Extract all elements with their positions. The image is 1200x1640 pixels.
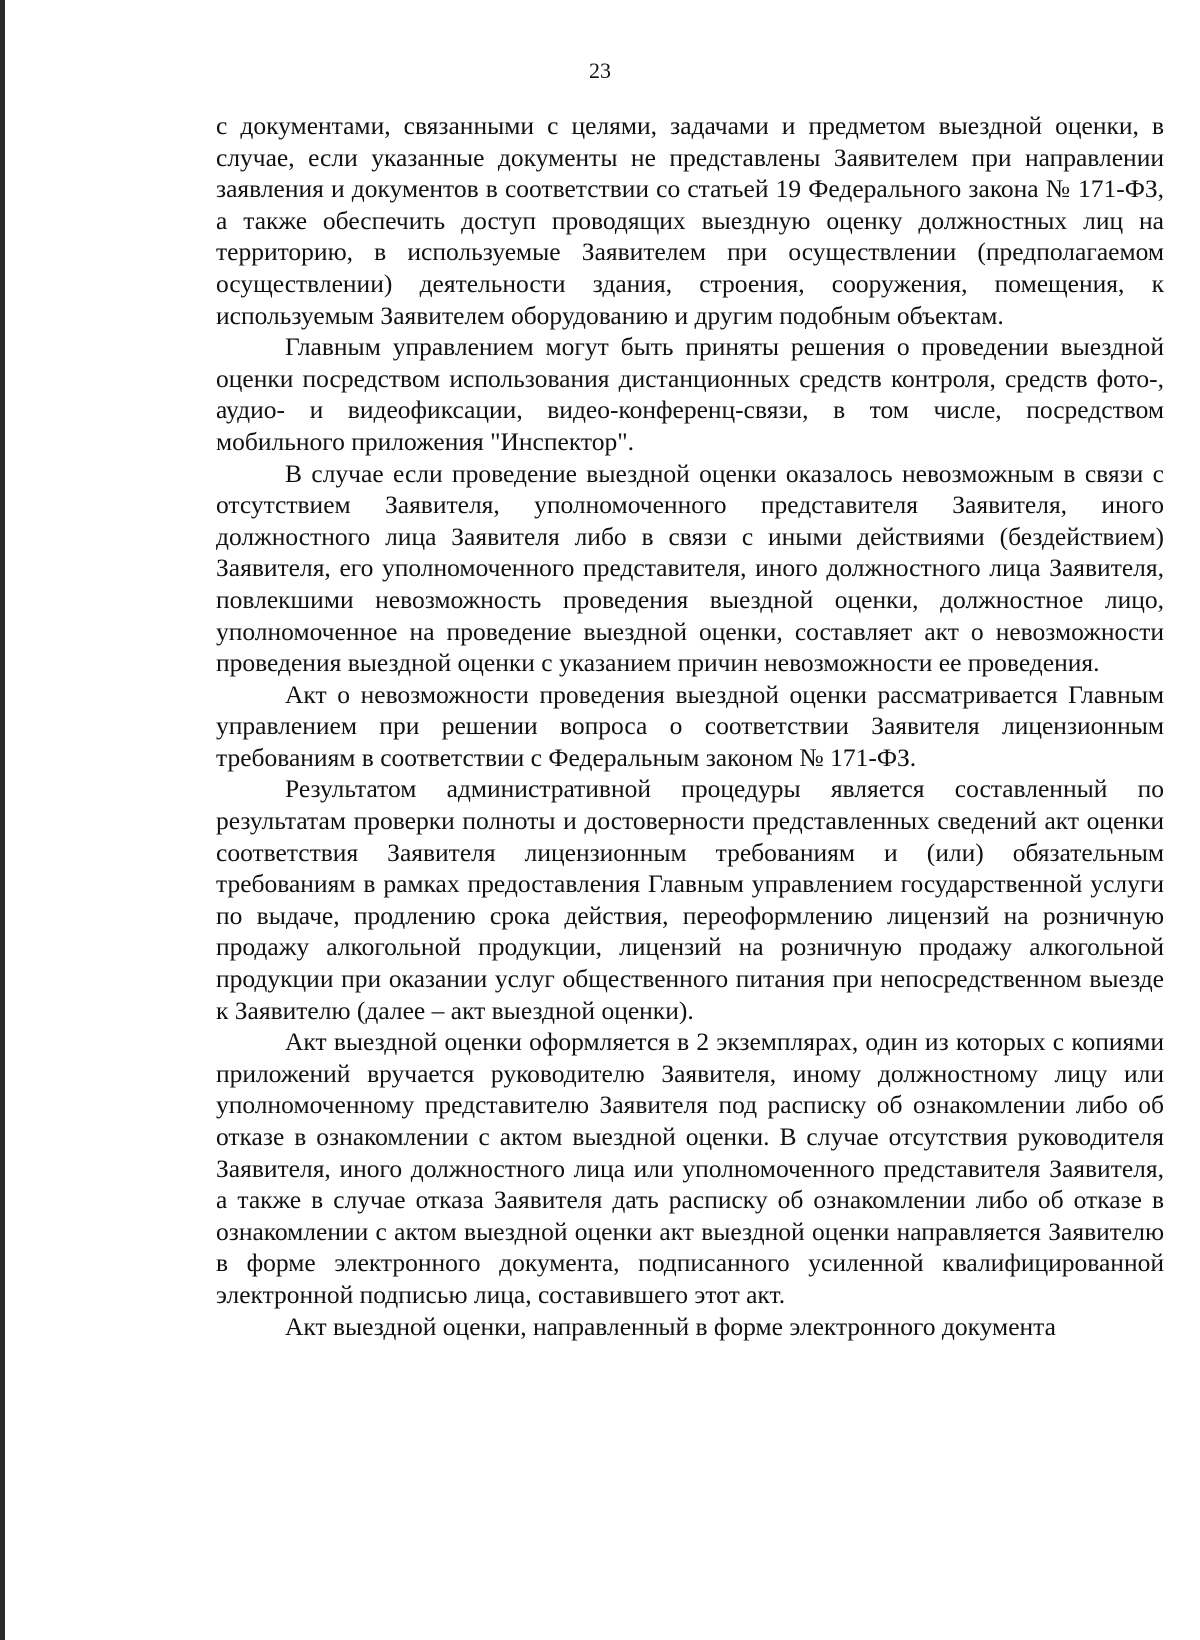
paragraph: Результатом административной процедуры является составленный по результатам проверки полноты и достоверности представленных сведений акт оценки соответствия Заявителя лицензионным требованиям и (или) обязательным требованиям в рамках предоставления Главным управлением государственной услуги по выдаче, продлению срока действия, переоформлению лицензий на розничную продажу алкогольной продукции, лицензий на розничную продажу алкогольной продукции при оказании услуг общественного питания при непосредственном выезде к Заявителю (далее – акт выездной оценки).	[216, 774, 1164, 1025]
document-body	[216, 110, 1164, 1342]
paragraph: Акт выездной оценки оформляется в 2 экземплярах, один из которых с копиями приложений вручается руководителю Заявителя, иному должностному лицу или уполномоченному представителю Заявителя под расписку об ознакомлении либо об отказе в ознакомлении с актом выездной оценки. В случае отсутствия руководителя Заявителя, иного должностного лица или уполномоченного представителя Заявителя, а также в случае отказа Заявителя дать расписку об ознакомлении либо об отказе в ознакомлении с актом выездной оценки акт выездной оценки направляется Заявителю в форме электронного документа, подписанного усиленной квалифицированной электронной подписью лица, составившего этот акт.	[216, 1027, 1164, 1309]
paragraph: В случае если проведение выездной оценки оказалось невозможным в связи с отсутствием Заявителя, уполномоченного представителя Заявителя, иного должностного лица Заявителя либо в связи с иными действиями (бездействием) Заявителя, его уполномоченного представителя, иного должностного лица Заявителя, повлекшими невозможность проведения выездной оценки, должностное лицо, уполномоченное на проведение выездной оценки, составляет акт о невозможности проведения выездной оценки с указанием причин невозможности ее проведения.	[216, 458, 1164, 678]
paragraph-last: Акт выездной оценки, направленный в форме электронного документа	[285, 1311, 1056, 1341]
paragraph-continuation: с документами, связанными с целями, задачами и предметом выездной оценки, в случае, если указанные документы не представлены Заявителем при направлении заявления и документов в соответствии со статьей 19 Федерального закона № 171-ФЗ, а также обеспечить доступ проводящих выездную оценку должностных лиц на территорию, в используемые Заявителем при осуществлении (предполагаемом осуществлении) деятельности здания, строения, сооружения, помещения, к используемым Заявителем оборудованию и другим подобным объектам.	[216, 111, 1164, 330]
page-number: 23	[589, 58, 611, 83]
scan-edge	[0, 0, 5, 1640]
paragraph: Акт о невозможности проведения выездной оценки рассматривается Главным управлением при решении вопроса о соответствии Заявителя лицензионным требованиям в соответствии с Федеральным законом № 171-ФЗ.	[216, 679, 1164, 772]
paragraph: Главным управлением могут быть приняты решения о проведении выездной оценки посредством использования дистанционных средств контроля, средств фото-, аудио- и видеофиксации, видео-конференц-связи, в том числе, посредством мобильного приложения "Инспектор".	[216, 332, 1164, 456]
